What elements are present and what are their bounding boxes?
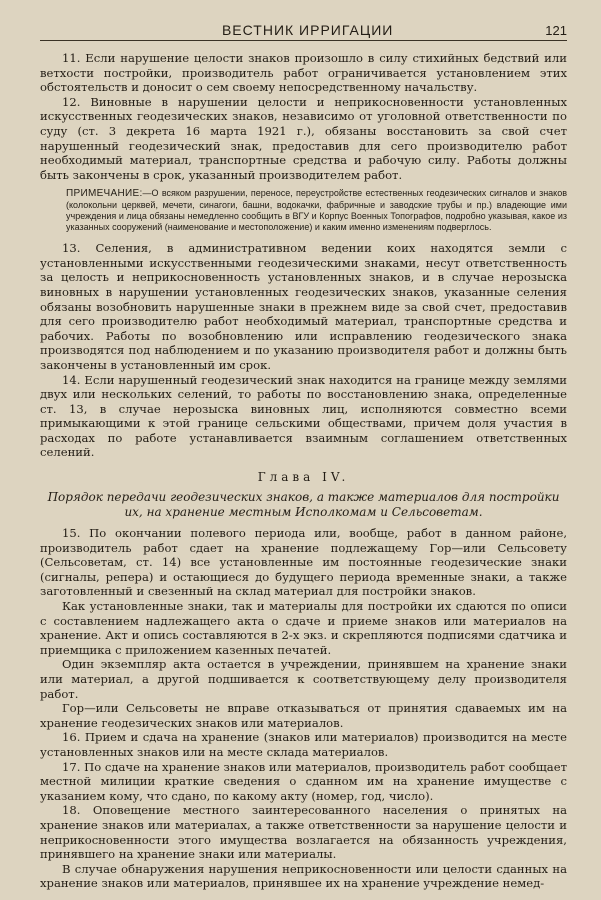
paragraph-15-refusal: Гор—или Сельсоветы не вправе отказываться от принятия сдаваемых им на хранение геодезических знаков или материалов. (40, 701, 567, 730)
paragraph-18-violation: В случае обнаружения нарушения неприкосновенности или целости сданных на хранение знаков или материалов, принявшее их на хранение учреждение немед- (40, 861, 567, 891)
paragraph-15: 15. По окончании полевого периода или, вообще, работ в данном районе, производитель работ сдает на хранение подлежащему Гор—или Сельсовету (Сельсоветам, ст. 14) все установленные им постоянные геодезические знаки (сигналы, репера) и остающиеся до будущего периода временные знаки, а также заготовленный и свезенный на склад материал для постройки знаков. (40, 526, 567, 599)
paragraph-16: 16. Прием и сдача на хранение (знаков или материалов) производится на месте установленных знаков или на месте склада материалов. (40, 730, 567, 759)
paragraph-11: 11. Если нарушение целости знаков произошло в силу стихийных бедствий или ветхости постройки, производитель работ ограничивается установлением этих обстоятельств и доносит о сем своему непосредственному начальству. (40, 51, 567, 95)
paragraph-15-acts: Как установленные знаки, так и материалы для постройки их сдаются по описи с составлением надлежащего акта о сдаче и приеме знаков или материалов на хранение. Акт и опись составляются в 2-х экз. и скрепляются подписями сдатчика и приемщика с приложением казенных печатей. (40, 599, 567, 657)
paragraph-12: 12. Виновные в нарушении целости и неприкосновенности установленных искусственных геодезических знаков, независимо от уголовной ответственности по суду (ст. 3 декрета 16 марта 1921 г.), обязаны восстановить за свой счет нарушенный геодезический знак, предоставив для сего производителю работ необходимый материал, транспортные средства и рабочую силу. Работы должны быть закончены в срок, указанный производителем работ. (40, 94, 567, 182)
page-number: 121 (545, 23, 567, 38)
note-label: ПРИМЕЧАНИЕ: (66, 188, 143, 200)
paragraph-14: 14. Если нарушенный геодезический знак находится на границе между землями двух или нескольких селений, то работы по восстановлению знака, определенные ст. 13, в случае нерозыска виновных лиц, исполняются совместно всеми примыкающими к этой границе сельскими обществами, причем доля участия в расходах по работе устанавливается взаимным соглашением ответственных селений. (40, 372, 567, 460)
note-text: —О всяком разрушении, переносе, переустройстве естественных геодезических сигналов и знаков (колокольни церквей, мечети, синагоги, башни, водокачки, фабричные и заводские трубы и пр.) владеющие ими учреждения и лица обязаны немедленно сообщить в ВГУ и Корпус Военных Топографов, подробно указывая, какое из указанных сооружений (наименование и местоположение) и каким именно изменениям подверглось. (66, 188, 567, 232)
paragraph-15-copy: Один экземпляр акта остается в учреждении, принявшем на хранение знаки или материал, а другой подшивается к соответствующему делу производителя работ. (40, 657, 567, 701)
paragraph-17: 17. По сдаче на хранение знаков или материалов, производитель работ сообщает местной милиции краткие сведения о сданном им на хранение имуществе с указанием кому, что сдано, по какому акту (номер, год, число). (40, 759, 567, 803)
chapter-heading: Глава IV. (257, 470, 350, 485)
paragraph-18: 18. Оповещение местного заинтересованного населения о принятых на хранение знаков или материалах, а также ответственности за нарушение целости и неприкосновенности этого имущества возлагается на обязанность учреждения, принявшего на хранение знаки или материалы. (40, 803, 567, 862)
journal-title: ВЕСТНИК ИРРИГАЦИИ (221, 22, 394, 38)
paragraph-13: 13. Селения, в административном ведении коих находятся земли с установленными искусственными геодезическими знаками, несут ответственность за целость и неприкосновенность установленных знаков, и в случае нерозыска виновных в нарушении установленных геодезических знаков, указанные селения обязаны возобновить нарушенные знаки в прежнем виде за свой счет, предоставив для сего производителю работ необходимый материал, транспортные средства и рабочих. Работы по возобновлению или исправлению геодезического знака производятся под наблюдением и по указанию производителя работ и должны быть закончены в установленный им срок. (40, 241, 567, 372)
chapter-subtitle: Порядок передачи геодезических знаков, а также материалов для постройки их, на хранение местным Исполкомам и Сельсоветам. (47, 490, 560, 520)
page-header (40, 22, 567, 41)
note-block (66, 188, 567, 233)
